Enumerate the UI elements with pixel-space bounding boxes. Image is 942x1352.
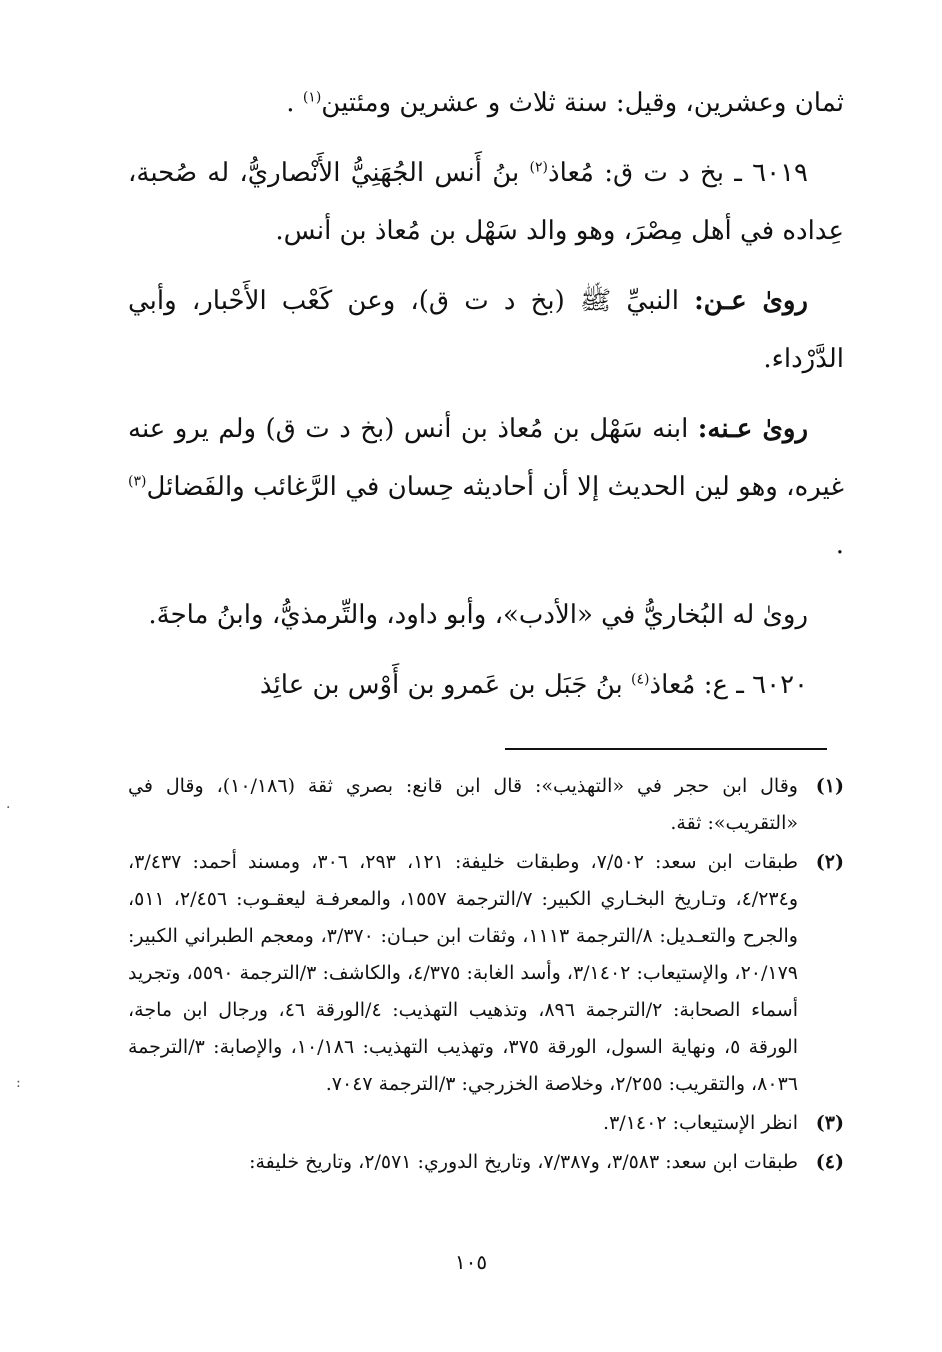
footnote-text: وقال ابن حجر في «التهذيب»: قال ابن قانع: بصري ثقة (١٠/١٨٦)، وقال في «التقريب»: ثقة. (128, 775, 798, 834)
footnote-separator (505, 748, 827, 750)
narrated-from-paragraph (128, 272, 844, 388)
entry-6019-text: بنُ أَنس الجُهَنِيُّ الأَنْصاريُّ، له صُحبة، عِداده في أهل مِصْرَ، وهو والد سَهْل بن مُعاذ بن أنس. (128, 158, 844, 246)
page-number: ١٠٥ (454, 1250, 488, 1274)
footnote-number: (٣) (815, 1112, 844, 1134)
footnote-1 (128, 768, 844, 842)
scan-margin-dot: : (16, 1075, 21, 1091)
footnote-number: (٢) (815, 851, 844, 873)
footnote-2 (128, 844, 844, 1103)
footnote-ref-4[interactable]: (٤) (631, 671, 650, 688)
narrated-by-paragraph: روىٰ عـنه: ابنه سَهْل بن مُعاذ بن أنس (بخ د ت ق) ولم يرو عنه غيره، وهو لين الحديث إلا أن أحاديثه حِسان في الرَّغائب والفَضائل$^{(٣)}$ . (128, 414, 844, 560)
entry-6019-heading: ٦٠١٩ ـ بخ د ت ق: مُعاذ (548, 158, 808, 188)
entry-6020 (128, 656, 844, 714)
footnote-3 (128, 1105, 844, 1142)
footnote-ref-3[interactable]: (٣) (128, 473, 147, 490)
footnote-number: (٤) (815, 1151, 844, 1173)
scan-margin-dot: · (6, 800, 11, 816)
footnotes (128, 768, 844, 1183)
narrated-from-label: روىٰ عـن: (694, 286, 808, 316)
entry-6020-heading: ٦٠٢٠ ـ ع: مُعاذ (649, 670, 808, 700)
transmitters-paragraph: روىٰ له البُخاريُّ في «الأدب»، وأبو داود، والتِّرمذيُّ، وابنُ ماجةَ. (148, 600, 808, 630)
footnote-number: (١) (815, 775, 844, 797)
entry-6019 (128, 144, 844, 260)
entry-6020-text: بنُ جَبَل بن عَمرو بن أَوْس بن عائِذ (259, 670, 632, 700)
footnote-ref-2[interactable]: (٢) (529, 159, 549, 176)
footnote-ref-1[interactable]: (١) (302, 89, 322, 106)
footnote-text: طبقات ابن سعد: ٣/٥٨٣، و٧/٣٨٧، وتاريخ الدوري: ٢/٥٧١، وتاريخ خليفة: (249, 1151, 798, 1173)
footnote-text: انظر الإستيعاب: ٣/١٤٠٢. (603, 1112, 798, 1134)
narrated-by-label: روىٰ عـنه: (697, 414, 808, 444)
footnote-text: طبقات ابن سعد: ٧/٥٠٢، وطبقات خليفة: ١٢١، ٢٩٣، ٣٠٦، ومسند أحمد: ٣/٤٣٧، و٤/٢٣٤، وتـاريخ البخـاري الكبير: ٧/الترجمة ١٥٥٧، والمعرفـة ليعقـوب: ٢/٤٥٦، ٥١١، والجرح والتعـديل: ٨/الترجمة ١١١٣، وثقات ابن حبـان: ٣/٣٧٠، ومعجم الطبراني الكبير: ٢٠/١٧٩، والإستيعاب: ٣/١٤٠٢، وأسد الغابة: ٤/٣٧٥، والكاشف: ٣/الترجمة ٥٥٩٠، وتجريد أسماء الصحابة: ٢/الترجمة ٨٩٦، وتذهيب التهذيب: ٤/الورقة ٤٦، ورجال ابن ماجة، الورقة ٥، ونهاية السول، الورقة ٣٧٥، وتهذيب التهذيب: ١٠/١٨٦، والإصابة: ٣/الترجمة ٨٠٣٦، والتقريب: ٢/٢٥٥، وخلاصة الخزرجي: ٣/الترجمة ٧٠٤٧. (128, 851, 799, 1095)
paragraph-continuation: ثمان وعشرين، وقيل: سنة ثلاث و عشرين ومئتين$^{(١)}$ . (286, 88, 844, 118)
narrated-by-text: ابنه سَهْل بن مُعاذ بن أنس (بخ د ت ق) ولم يرو عنه غيره، وهو لين الحديث إلا أن أحاديثه حِسان في الرَّغائب والفَضائل (128, 414, 844, 502)
main-text (128, 74, 844, 726)
narrated-from-text: النبيِّ ﷺ (بخ د ت ق)، وعن كَعْب الأَحْبار، وأبي الدَّرْداء. (128, 286, 844, 374)
footnote-4 (128, 1144, 844, 1181)
